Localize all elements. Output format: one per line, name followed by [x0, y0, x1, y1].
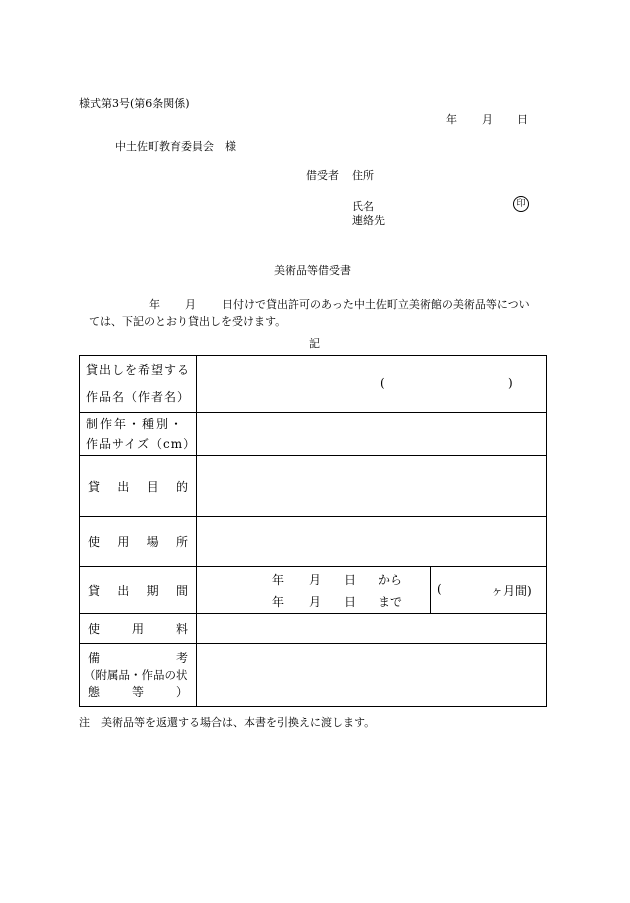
- address-label: 住所: [352, 169, 374, 182]
- form-number: 様式第3号(第6条関係): [79, 97, 190, 110]
- date-day-label: 日: [517, 113, 528, 126]
- field-fee[interactable]: [197, 614, 547, 644]
- label-char: 出: [117, 583, 130, 598]
- label-artwork-name: [80, 356, 197, 413]
- label-line: 作品名（作者名）: [86, 390, 191, 404]
- label-line: 制作年・種別・: [86, 417, 185, 431]
- field-artwork-name[interactable]: [197, 356, 547, 413]
- to-year: 年: [272, 595, 285, 609]
- label-char: 使: [88, 535, 101, 549]
- seal-mark: 印: [513, 196, 529, 212]
- name-label: 氏名: [352, 200, 374, 213]
- row-artwork-name: [80, 356, 547, 413]
- label-location: [80, 517, 197, 567]
- date-year-label: 年: [446, 113, 457, 126]
- label-char: 考: [175, 650, 188, 665]
- label-char: 目: [146, 479, 159, 494]
- field-remarks[interactable]: [197, 644, 547, 707]
- date-month-label: 月: [482, 113, 493, 126]
- months-text: ヶ月間): [491, 584, 532, 598]
- from-year: 年: [272, 573, 285, 587]
- row-year-type-size: [80, 413, 547, 456]
- borrower-label: 借受者: [306, 169, 339, 182]
- label-fee: [80, 614, 197, 644]
- field-purpose[interactable]: [197, 456, 547, 517]
- label-char: 備: [88, 650, 101, 665]
- label-char: 料: [175, 622, 188, 636]
- from-suffix: から: [378, 573, 403, 587]
- row-remarks: [80, 644, 547, 707]
- label-char: 的: [175, 479, 188, 494]
- months-paren-open: (: [437, 582, 442, 596]
- label-char: 出: [117, 479, 130, 494]
- field-loan-months[interactable]: [431, 567, 547, 614]
- label-char: 使: [88, 622, 101, 636]
- paren-close: ): [508, 376, 513, 390]
- body-month: 月: [185, 298, 196, 311]
- row-loan-period: [80, 567, 547, 614]
- row-purpose: [80, 456, 547, 517]
- row-fee: [80, 614, 547, 644]
- to-day: 日: [344, 595, 357, 609]
- label-remarks: [80, 644, 197, 707]
- return-note: 注 美術品等を返還する場合は、本書を引換えに渡します。: [79, 716, 376, 729]
- label-char: 用: [117, 535, 130, 549]
- label-line: 作品サイズ（cm）: [86, 437, 197, 451]
- label-loan-period: [80, 567, 197, 614]
- label-char: ）: [175, 684, 188, 699]
- from-month: 月: [309, 573, 322, 587]
- field-loan-dates[interactable]: [197, 567, 431, 614]
- label-char: 用: [131, 622, 144, 636]
- label-char: 貸: [88, 479, 101, 494]
- body-line1: 日付けで貸出許可のあった中土佐町立美術館の美術品等につい: [222, 298, 530, 311]
- label-line: 貸出しを希望する: [86, 363, 191, 377]
- body-year: 年: [149, 298, 160, 311]
- label-char: 期: [146, 583, 159, 598]
- field-location[interactable]: [197, 517, 547, 567]
- body-line2: ては、下記のとおり貸出しを受けます。: [89, 315, 287, 328]
- label-char: 等: [131, 684, 144, 699]
- document-title: 美術品等借受書: [274, 264, 351, 277]
- row-location: [80, 517, 547, 567]
- addressee: 中土佐町教育委員会 様: [115, 140, 236, 153]
- label-purpose: [80, 456, 197, 517]
- contact-label: 連絡先: [352, 214, 385, 227]
- paren-open: (: [380, 376, 385, 390]
- field-year-type-size[interactable]: [197, 413, 547, 456]
- label-char: 間: [175, 583, 188, 598]
- label-year-type-size: [80, 413, 197, 456]
- ki-mark: 記: [309, 337, 320, 350]
- label-char: 貸: [88, 583, 101, 598]
- to-suffix: まで: [378, 595, 403, 609]
- label-char: 所: [175, 535, 188, 549]
- label-line: （附属品・作品の状: [84, 667, 188, 682]
- label-char: 態: [88, 684, 101, 699]
- label-char: 場: [146, 535, 159, 549]
- from-day: 日: [344, 573, 357, 587]
- loan-details-table: [79, 355, 547, 707]
- to-month: 月: [309, 595, 322, 609]
